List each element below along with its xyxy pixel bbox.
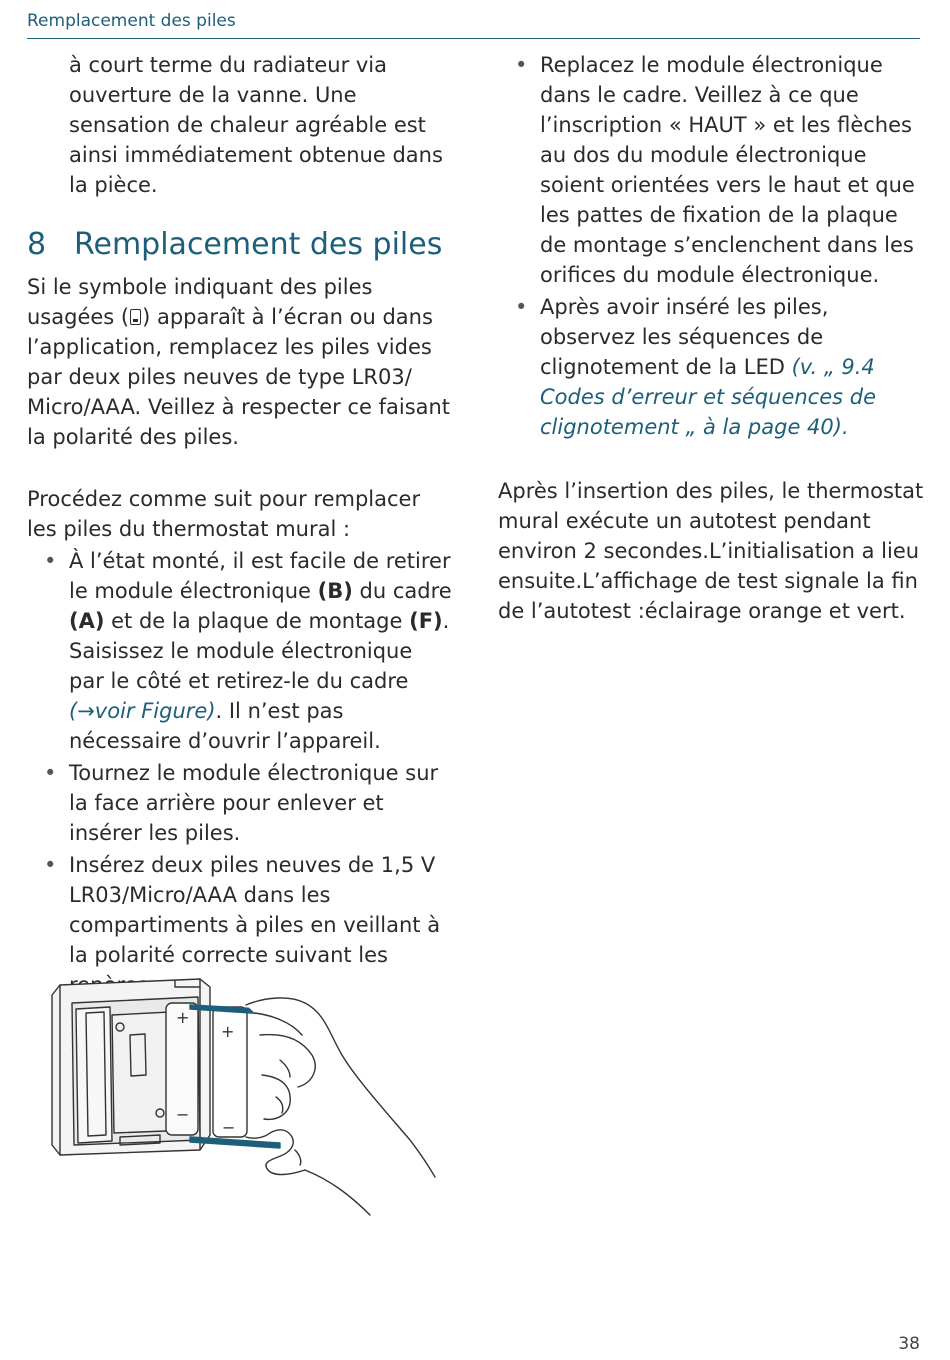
intro-paragraph [27,272,452,452]
list-item [27,546,452,756]
continuation-paragraph: à court terme du radiateur via ouverture de la vanne. Une sensation de chaleur agréable est ainsi immédiatement obtenue dans la pièce. [69,53,443,197]
bullet-text: et de la plaque de montage [104,609,410,633]
running-header [27,8,920,39]
bullet-text: . Il n’est pas nécessaire d’ouvrir l’appareil. [69,699,381,753]
bullet-dot: • [44,853,57,877]
ref-a: (A) [69,609,105,633]
battery-low-icon [130,309,141,325]
bullet-text: . Saisissez le module électronique par le côté et retirez-le du cadre [69,609,450,693]
section-heading [27,226,452,264]
intro-text-a: Si le symbole indiquant des piles usagées ( [27,275,373,329]
section-title: Remplacement des piles [74,227,443,262]
bullet-dot: • [44,549,57,573]
procedure-list [27,546,452,1000]
page-number: 38 [898,1334,920,1354]
bullet-dot: • [515,295,528,319]
bullet-text: Tournez le module électronique sur la face arrière pour enlever et insérer les piles. [69,761,439,845]
bullet-text: À l’état monté, il est facile de retirer le module électronique [69,549,451,603]
bullet-dot: • [515,53,528,77]
procedure-intro: Procédez comme suit pour remplacer les piles du thermostat mural : [27,487,421,541]
list-item [27,758,452,848]
plus-sign: + [176,1008,190,1027]
left-column [27,50,452,1002]
bullet-text: . [841,415,849,439]
bullet-text: Insérez deux piles neuves de 1,5 V LR03/Micro/AAA dans les compartiments à piles en veillant à la polarité correcte suivant les [69,853,441,967]
right-column [498,50,928,626]
plus-sign: + [221,1022,235,1041]
ref-b: (B) [317,579,353,603]
bullet-text: Après avoir inséré les piles, observez les séquences de clignotement de la LED [540,295,829,379]
procedure-list-continued [498,50,928,442]
section-number: 8 [27,227,47,262]
list-item [498,50,928,290]
bullet-dot: • [44,761,57,785]
bullet-text: du cadre [352,579,452,603]
after-paragraph: Après l’insertion des piles, le thermostat mural exécute un autotest pendant environ 2 secondes.L’initialisation a lieu ensuite.L’affichage de test signale la fin de l’autotest :éclairage orange et vert. [498,479,924,623]
intro-text-b: ) apparaît à l’écran ou dans l’application, remplacez les piles vides par deux piles neuves de type LR03/ Micro/AAA. Veillez à respecter ce faisant la polarité des piles. [27,305,451,449]
ref-f: (F) [409,609,443,633]
bullet-text: Replacez le module électronique dans le cadre. Veillez à ce que l’inscription « HAUT » et les flèches au dos du module électronique soient orientées vers le haut et que les pattes de fixation de la plaque de montage s’enclenchent dans les orifices du module électronique. [540,53,915,287]
header-title: Remplacement des piles [27,11,236,31]
battery-replacement-figure [50,965,450,1220]
list-item [498,292,928,442]
minus-sign: − [222,1118,236,1137]
cross-reference-link[interactable]: (v. „ 9.4 Codes d’erreur et séquences de clignotement „ à la page 40) [540,355,876,439]
minus-sign: − [176,1105,190,1124]
figure-link[interactable]: (→voir Figure) [69,699,216,723]
